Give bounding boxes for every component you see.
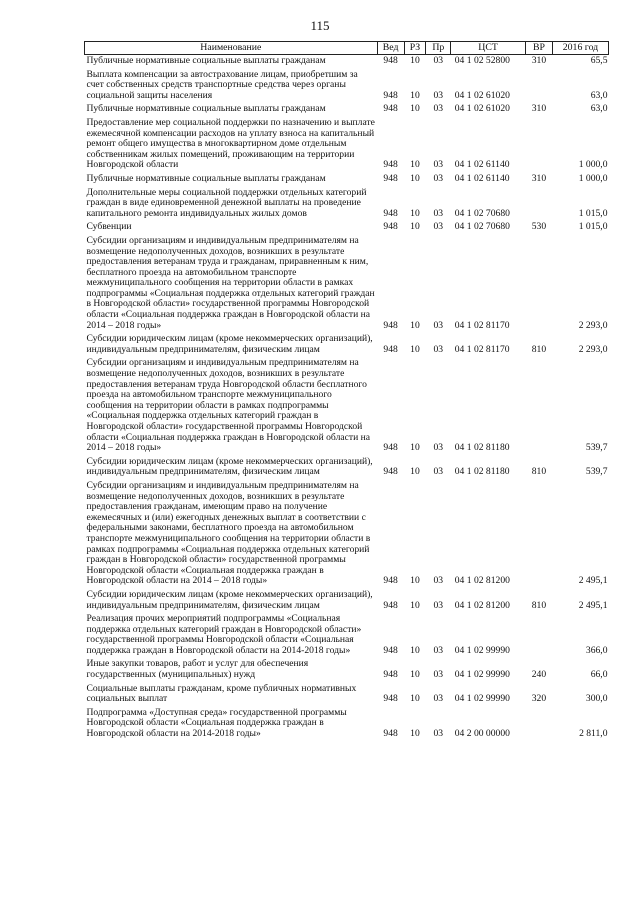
row-pr: 03 xyxy=(433,343,444,355)
row-name: Субсидии юридическим лицам (кроме некоммерческих организаций), индивидуальным предпринимателям, физическим лицам xyxy=(86,455,373,478)
page-number: 115 xyxy=(310,18,330,33)
row-rz: 10 xyxy=(410,89,420,101)
row-amount: 300,0 xyxy=(585,693,608,705)
row-vr: 810 xyxy=(531,599,547,611)
header-name: Наименование xyxy=(85,42,378,55)
row-vr xyxy=(525,117,552,173)
row-cst: 04 1 02 99990 xyxy=(454,669,510,681)
row-name: Публичные нормативные социальные выплаты гражданам xyxy=(86,103,326,115)
table-row xyxy=(85,187,609,222)
table-row xyxy=(85,658,609,682)
row-amount: 1 015,0 xyxy=(578,221,608,233)
table-row xyxy=(85,480,609,589)
header-rz: РЗ xyxy=(404,42,426,55)
row-vr: 810 xyxy=(531,466,547,478)
row-amount: 63,0 xyxy=(590,103,608,115)
row-amount: 1 015,0 xyxy=(578,207,608,219)
row-vr: 310 xyxy=(531,55,547,66)
row-ved: 948 xyxy=(383,575,398,587)
table-row xyxy=(85,55,609,69)
row-name: Социальные выплаты гражданам, кроме публичных нормативных социальных выплат xyxy=(86,682,357,705)
row-rz: 10 xyxy=(410,599,420,611)
row-vr xyxy=(525,707,552,742)
table-row xyxy=(85,69,609,104)
row-name: Субсидии организациям и индивидуальным предпринимателям на возмещение недополученных доходов, возникших в результате предоставления ветеранам труда Новгородской области бесплатного проезда на автомобильном транспорте межмуниципального сообщения на территории области в рамках подпрограммы «Социальная поддержка отдельных категорий граждан в Новгородской области» государственной программы Новгородской области «Социальная поддержка граждан в Новгородской области на 2014 – 2018 годы» xyxy=(86,357,370,454)
row-vr xyxy=(525,480,552,589)
table-row xyxy=(85,707,609,742)
row-pr: 03 xyxy=(433,55,444,66)
row-cst: 04 1 02 81180 xyxy=(454,442,510,454)
row-pr: 03 xyxy=(433,103,444,115)
table-row xyxy=(85,117,609,173)
row-rz: 10 xyxy=(410,728,420,740)
row-amount: 66,0 xyxy=(590,669,608,681)
row-rz: 10 xyxy=(410,207,420,219)
table-row xyxy=(85,589,609,613)
row-amount: 2 293,0 xyxy=(578,343,608,355)
row-pr: 03 xyxy=(433,693,444,705)
table-row xyxy=(85,333,609,357)
row-cst: 04 1 02 81170 xyxy=(454,343,510,355)
row-pr: 03 xyxy=(433,207,444,219)
row-amount: 366,0 xyxy=(585,644,608,656)
row-ved: 948 xyxy=(383,221,398,233)
row-ved: 948 xyxy=(383,644,398,656)
row-cst: 04 1 02 61140 xyxy=(454,172,510,184)
row-rz: 10 xyxy=(410,644,420,656)
row-name: Дополнительные меры социальной поддержки отдельных категорий граждан в виде единовременной денежной выплаты на проведение капитального ремонта индивидуальных жилых домов xyxy=(86,186,367,219)
row-name: Субвенции xyxy=(86,221,132,233)
row-amount: 539,7 xyxy=(585,442,608,454)
row-vr: 530 xyxy=(531,221,547,233)
row-rz: 10 xyxy=(410,575,420,587)
row-name: Субсидии юридическим лицам (кроме некоммерческих организаций), индивидуальным предпринимателям, физическим лицам xyxy=(86,588,373,611)
row-vr xyxy=(525,613,552,658)
row-ved: 948 xyxy=(383,693,398,705)
table-body xyxy=(85,55,609,742)
row-pr: 03 xyxy=(433,466,444,478)
row-name: Субсидии юридическим лицам (кроме некоммерческих организаций), индивидуальным предпринимателям, физическим лицам xyxy=(86,333,373,355)
row-amount: 2 811,0 xyxy=(579,728,608,740)
header-ved: Вед xyxy=(377,42,404,55)
row-pr: 03 xyxy=(433,319,444,331)
row-ved: 948 xyxy=(383,343,398,355)
row-amount: 1 000,0 xyxy=(578,159,608,171)
row-ved: 948 xyxy=(383,89,398,101)
row-pr: 03 xyxy=(433,728,444,740)
row-rz: 10 xyxy=(410,103,420,115)
row-ved: 948 xyxy=(383,599,398,611)
row-ved: 948 xyxy=(383,669,398,681)
row-amount: 1 000,0 xyxy=(578,172,608,184)
row-cst: 04 1 02 81200 xyxy=(454,599,510,611)
header-year: 2016 год xyxy=(552,42,608,55)
header-cst: ЦСТ xyxy=(451,42,526,55)
row-ved: 948 xyxy=(383,55,398,66)
row-pr: 03 xyxy=(433,644,444,656)
row-vr: 310 xyxy=(531,172,547,184)
row-amount: 65,5 xyxy=(590,55,608,66)
row-pr: 03 xyxy=(433,89,444,101)
row-amount: 539,7 xyxy=(585,466,608,478)
row-pr: 03 xyxy=(433,221,444,233)
row-cst: 04 1 02 99990 xyxy=(454,693,510,705)
row-pr: 03 xyxy=(433,575,444,587)
row-rz: 10 xyxy=(410,343,420,355)
row-ved: 948 xyxy=(383,159,398,171)
row-vr xyxy=(525,357,552,455)
row-cst: 04 2 00 00000 xyxy=(454,728,510,740)
row-ved: 948 xyxy=(383,728,398,740)
row-rz: 10 xyxy=(410,442,420,454)
row-ved: 948 xyxy=(383,442,398,454)
table-row xyxy=(85,456,609,480)
row-vr xyxy=(525,187,552,222)
row-cst: 04 1 02 52800 xyxy=(454,55,510,66)
row-name: Предоставление мер социальной поддержки по назначению и выплате ежемесячной компенсации расходов на уплату взноса на капитальный ремонт общего имущества в многоквартирном доме отдельным собственникам жилых помещений, проживающим на территории Новгородской области xyxy=(86,116,375,171)
row-name: Публичные нормативные социальные выплаты гражданам xyxy=(86,55,326,66)
row-rz: 10 xyxy=(410,319,420,331)
row-name: Подпрограмма «Доступная среда» государственной программы Новгородской области «Социальная поддержка граждан в Новгородской области на 2014-2018 годы» xyxy=(86,706,347,740)
row-ved: 948 xyxy=(383,207,398,219)
row-cst: 04 1 02 99990 xyxy=(454,644,510,656)
row-name: Выплата компенсации за автострахование лицам, приобретшим за счет собственных средств транспортные средства через органы социальной защиты населения xyxy=(86,68,358,101)
row-vr: 310 xyxy=(531,103,547,115)
row-rz: 10 xyxy=(410,172,420,184)
row-ved: 948 xyxy=(383,466,398,478)
row-rz: 10 xyxy=(410,221,420,233)
row-pr: 03 xyxy=(433,159,444,171)
row-amount: 63,0 xyxy=(590,89,608,101)
row-cst: 04 1 02 70680 xyxy=(454,221,510,233)
row-vr: 810 xyxy=(531,343,547,355)
table-row xyxy=(85,613,609,658)
row-pr: 03 xyxy=(433,669,444,681)
row-amount: 2 293,0 xyxy=(578,319,608,331)
row-cst: 04 1 02 70680 xyxy=(454,207,510,219)
row-pr: 03 xyxy=(433,599,444,611)
row-rz: 10 xyxy=(410,55,420,66)
row-pr: 03 xyxy=(433,442,444,454)
row-vr: 320 xyxy=(531,693,547,705)
row-name: Субсидии организациям и индивидуальным предпринимателям на возмещение недополученных доходов, возникших в результате предоставления гражданам, имеющим право на получение ежемесячных и (или) ежегодных денежных выплат в соответствии с федеральными законами, бесплатного проезда на автомобильном транспорте межмуниципального сообщения на территории области в рамках подпрограммы «Социальная поддержка отдельных категорий граждан в Новгородской области» государственной программы Новгородской области «Социальная поддержка граждан в Новгородской области на 2014 – 2018 годы» xyxy=(86,479,371,587)
row-amount: 2 495,1 xyxy=(578,575,608,587)
table-row xyxy=(85,357,609,455)
table-row xyxy=(85,235,609,333)
row-pr: 03 xyxy=(433,172,444,184)
table-row xyxy=(85,221,609,235)
row-rz: 10 xyxy=(410,159,420,171)
row-name: Публичные нормативные социальные выплаты гражданам xyxy=(86,172,326,184)
row-rz: 10 xyxy=(410,466,420,478)
table-row xyxy=(85,683,609,707)
row-name: Иные закупки товаров, работ и услуг для обеспечения государственных (муниципальных) нужд xyxy=(86,658,309,681)
row-vr: 240 xyxy=(531,669,547,681)
header-vr: ВР xyxy=(525,42,552,55)
row-cst: 04 1 02 61140 xyxy=(454,159,510,171)
row-vr xyxy=(525,69,552,104)
row-cst: 04 1 02 61020 xyxy=(454,103,510,115)
row-ved: 948 xyxy=(383,172,398,184)
table-row xyxy=(85,103,609,117)
row-name: Реализация прочих мероприятий подпрограммы «Социальная поддержка отдельных категорий граждан в Новгородской области» государственной программы Новгородской области «Социальная поддержка граждан в Новгородской области на 2014-2018 годы» xyxy=(86,613,362,656)
row-cst: 04 1 02 81180 xyxy=(454,466,510,478)
table-header-row xyxy=(85,42,609,55)
row-cst: 04 1 02 81170 xyxy=(454,319,510,331)
row-ved: 948 xyxy=(383,103,398,115)
row-cst: 04 1 02 81200 xyxy=(454,575,510,587)
row-ved: 948 xyxy=(383,319,398,331)
budget-table xyxy=(84,41,609,742)
row-vr xyxy=(525,235,552,333)
row-rz: 10 xyxy=(410,669,420,681)
header-pr: Пр xyxy=(426,42,451,55)
row-rz: 10 xyxy=(410,693,420,705)
table-row xyxy=(85,173,609,187)
row-cst: 04 1 02 61020 xyxy=(454,89,510,101)
row-amount: 2 495,1 xyxy=(578,599,608,611)
row-name: Субсидии организациям и индивидуальным предпринимателям на возмещение недополученных доходов, возникших в результате предоставления ветеранам труда и гражданам, приравненным к ним, бесплатного проезда на автомобильном транспорте межмуниципального сообщения на территории области в рамках подпрограммы «Социальная поддержка отдельных категорий граждан в Новгородской области» государственной программы Новгородской области «Социальная поддержка граждан в Новгородской области на 2014 – 2018 годы» xyxy=(86,234,375,331)
